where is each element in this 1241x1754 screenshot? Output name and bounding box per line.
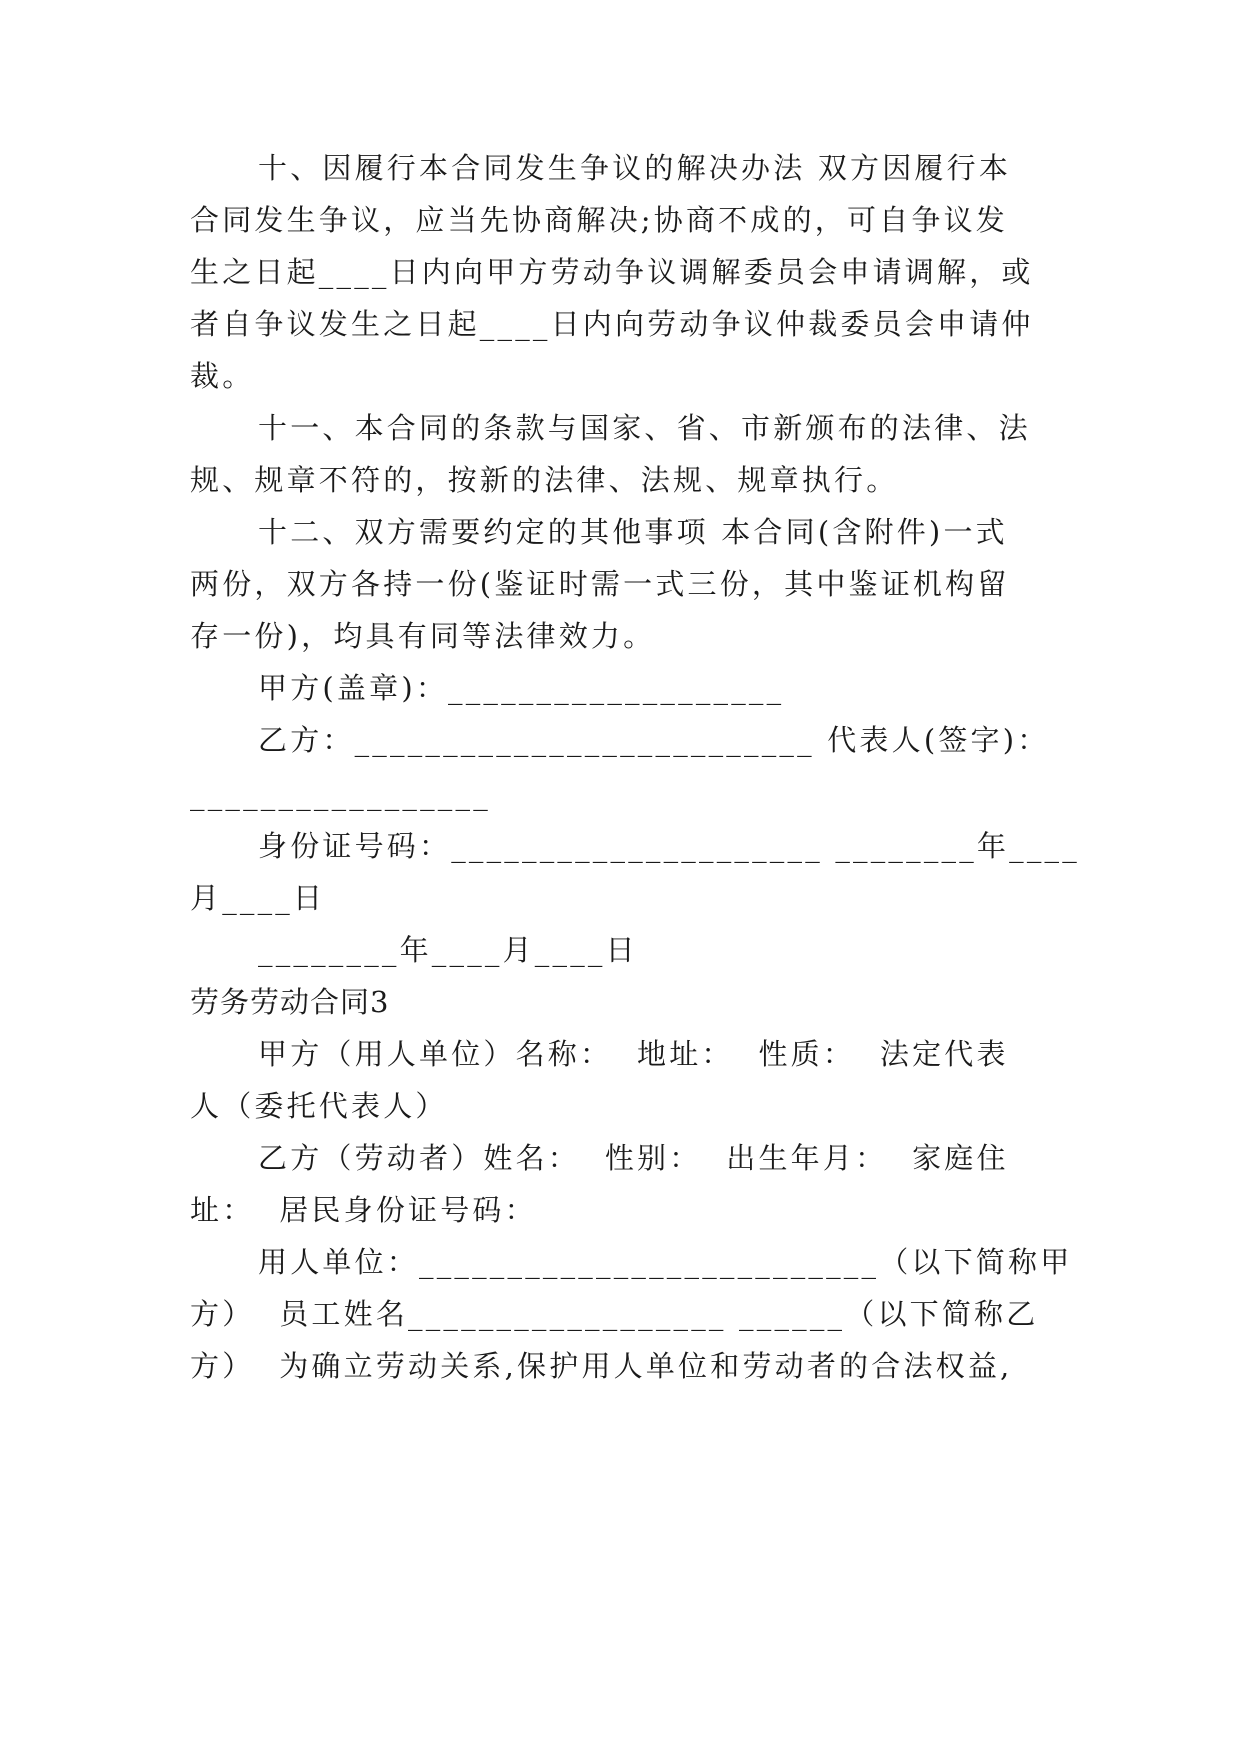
paragraph-10-line-5: 裁。 [190, 359, 255, 393]
paragraph-11-line-1: 十一、本合同的条款与国家、省、市新颁布的法律、法 [258, 411, 1031, 445]
date-line-1: 月____日 [190, 881, 326, 915]
paragraph-12-line-2: 两份，双方各持一份(鉴证时需一式三份，其中鉴证机构留 [190, 567, 1010, 601]
signature-blank-line: _________________ [190, 777, 491, 811]
worker-info-line-2: 址： 居民身份证号码： [190, 1193, 537, 1227]
date-line-2: ________年____月____日 [258, 933, 638, 967]
worker-info-line-1: 乙方（劳动者）姓名： 性别： 出生年月： 家庭住 [258, 1141, 1009, 1175]
purpose-line: 方） 为确立劳动关系,保护用人单位和劳动者的合法权益, [190, 1349, 1013, 1383]
contract-3-title: 劳务劳动合同3 [190, 985, 390, 1019]
paragraph-10-line-1: 十、因履行本合同发生争议的解决办法 双方因履行本 [258, 151, 1012, 185]
paragraph-12-line-3: 存一份)，均具有同等法律效力。 [190, 619, 656, 653]
employer-name-line: 用人单位：__________________________（以下简称甲 [258, 1245, 1073, 1279]
paragraph-10-line-4: 者自争议发生之日起____日内向劳动争议仲裁委员会申请仲 [190, 307, 1034, 341]
paragraph-10-line-2: 合同发生争议，应当先协商解决;协商不成的，可自争议发 [190, 203, 1008, 237]
paragraph-12-line-1: 十二、双方需要约定的其他事项 本合同(含附件)一式 [258, 515, 1008, 549]
party-a-seal-line: 甲方(盖章)：___________________ [258, 671, 785, 705]
paragraph-11-line-2: 规、规章不符的，按新的法律、法规、规章执行。 [190, 463, 899, 497]
party-b-signature-line: 乙方：__________________________ 代表人(签字)： [258, 723, 1050, 757]
id-number-line: 身份证号码：_____________________ ________年____ [258, 829, 1080, 863]
employer-info-line-2: 人（委托代表人） [190, 1089, 448, 1123]
employee-name-line: 方） 员工姓名__________________ ______（以下简称乙 [190, 1297, 1039, 1331]
paragraph-10-line-3: 生之日起____日内向甲方劳动争议调解委员会申请调解，或 [190, 255, 1034, 289]
employer-info-line-1: 甲方（用人单位）名称： 地址： 性质： 法定代表 [258, 1037, 1009, 1071]
